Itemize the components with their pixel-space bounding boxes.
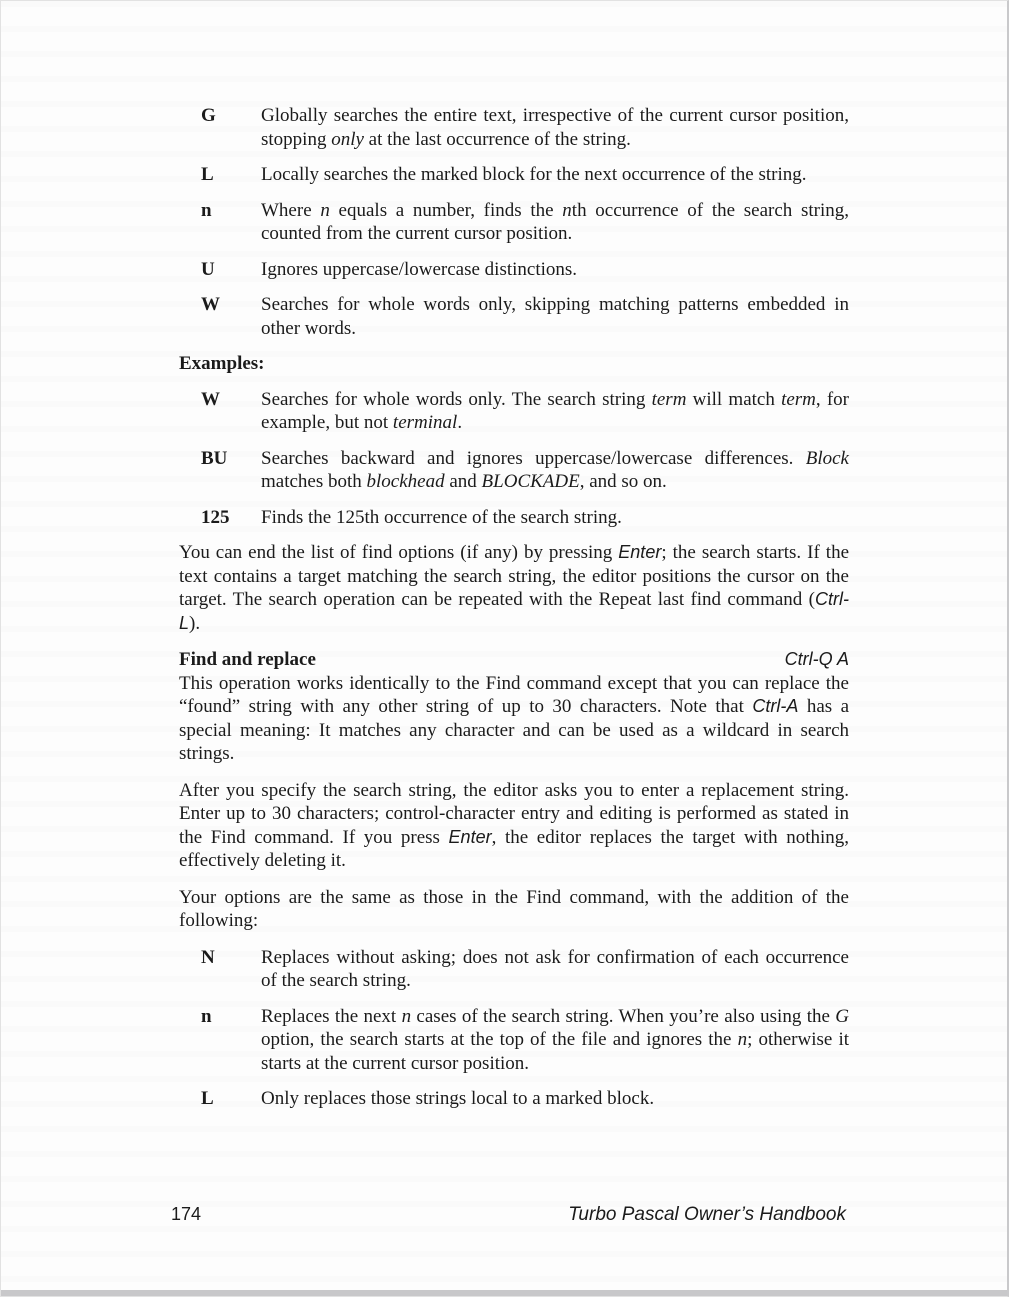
example-item [179,447,849,494]
page-number: 174 [171,1204,202,1224]
find-options-list [179,104,849,340]
option-letter: W [201,294,220,315]
option-letter: n [201,199,212,221]
find-option-item [179,104,849,151]
option-letter: 125 [201,506,230,528]
option-description: Searches backward and ignores uppercase/lowercase differences. Block matches both blockhead and BLOCKADE, and so on. [261,447,849,492]
option-letter: n [201,1005,212,1027]
page-content [179,104,849,1123]
replace-option-item [179,946,849,993]
option-description: Globally searches the entire text, irrespective of the current cursor position, stopping only at the last occurrence of the string. [261,105,849,150]
replace-option-item [179,1005,849,1076]
option-letter: L [201,164,214,185]
replace-options-list [179,946,849,1111]
option-description: Searches for whole words only. The search string term will match term, for example, but not terminal. [261,388,850,433]
examples-list [179,388,849,530]
find-option-item [179,163,849,187]
option-letter: N [201,946,215,968]
keyboard-shortcut: Ctrl-Q A [784,649,849,669]
option-letter: BU [201,447,228,469]
option-letter: L [201,1088,214,1109]
option-description: Finds the 125th occurrence of the search string. [261,506,622,528]
option-letter: G [201,105,216,126]
paragraph-find-replace-intro: This operation works identically to the Find command except that you can replace the “found” string with any other string of up to 30 characters. Note that Ctrl-A has a special meaning: It matches any character and can be used as a wildcard in search strings. [179,672,850,764]
option-description: Where n equals a number, finds the nth occurrence of the search string, counted from the current cursor position. [261,199,850,244]
option-description: Replaces the next n cases of the search string. When you’re also using the G option, the search starts at the top of the file and ignores the n; otherwise it starts at the current cursor position. [261,1005,849,1074]
find-option-item [179,199,849,246]
find-replace-heading: Find and replace [179,649,316,670]
replace-option-item [179,1087,849,1111]
example-item [179,506,849,530]
examples-heading: Examples: [179,353,265,374]
find-replace-heading-row [179,648,849,672]
example-item [179,388,849,435]
paragraph-end-find: You can end the list of find options (if any) by pressing Enter; the search starts. If the text contains a target matching the search string, the editor positions the cursor on the target. The search operation can be repeated with the Repeat last find command (Ctrl-L). [179,542,850,634]
option-letter: W [201,388,220,410]
find-option-item [179,258,849,282]
page-footer [171,1204,846,1226]
paragraph-your-options: Your options are the same as those in the Find command, with the addition of the following: [179,886,849,931]
find-option-item [179,293,849,340]
paragraph-after-specify: After you specify the search string, the editor asks you to enter a replacement string. Enter up to 30 characters; control-character entry and editing is performed as stated in the Find command. If you press Enter, the editor replaces the target with nothing, effectively deleting it. [179,779,850,871]
option-description: Searches for whole words only, skipping matching patterns embedded in other words. [261,294,849,339]
option-description: Locally searches the marked block for the next occurrence of the string. [261,164,807,185]
option-description: Ignores uppercase/lowercase distinctions. [261,258,578,280]
option-letter: U [201,258,215,280]
option-description: Replaces without asking; does not ask for confirmation of each occurrence of the search string. [261,946,849,991]
option-description: Only replaces those strings local to a marked block. [261,1088,655,1109]
scan-bottom-edge [1,1290,1007,1296]
book-title: Turbo Pascal Owner’s Handbook [568,1204,846,1225]
